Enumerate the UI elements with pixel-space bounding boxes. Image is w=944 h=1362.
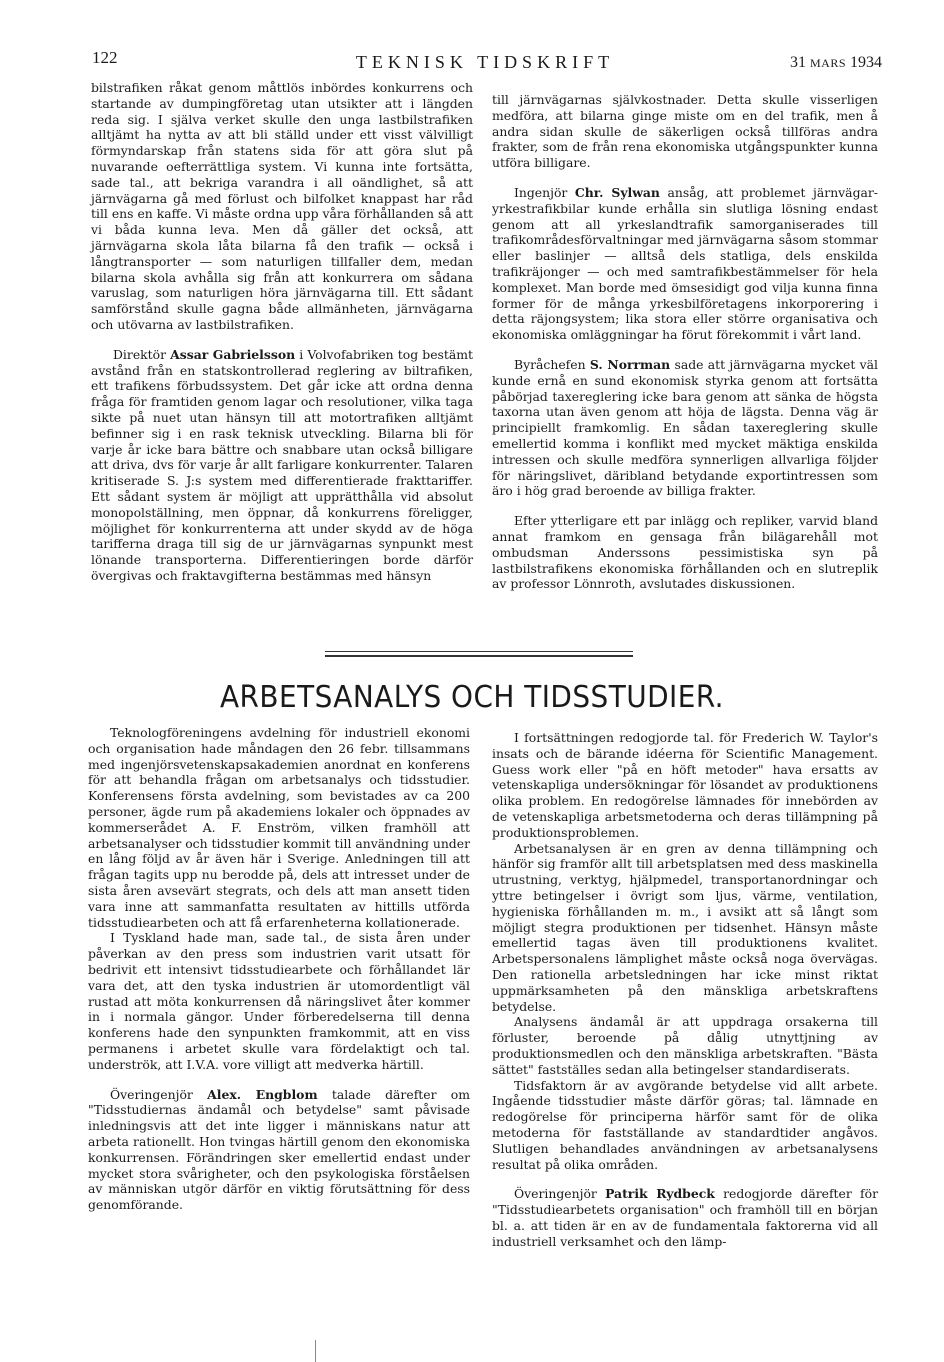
paragraph-lead: Direktör: [113, 346, 171, 362]
journal-title: TEKNISK TIDSKRIFT: [355, 52, 615, 72]
issue-date: [790, 54, 882, 72]
paragraph-body: talade därefter om "Tidsstudiernas ändamål och betydelse" samt påvisade inledningsvis att det inte ligger i människans natur att arbeta rationellt. Hon tvingas härtill genom den ekonomiska konkurrensen. Förändringen sker emellertid endast under mycket stora svårigheter, och den psykologiska förståelsen av människan utgör därför en viktig förutsättning för dess genomförande.: [88, 1086, 471, 1213]
paragraph-body: ansåg, att problemet järnvägar-yrkestrafikbilar kunde erhålla sin slutliga lösning endast genom att all yrkeslandtrafik samorganiserades till trafikområdesförvaltningar med järnvägarna såsom stommar eller baslinjer — alltså dels statliga, dels enskilda trafikräjonger — och med samtrafikbestämmelser för hela komplexet. Man borde med ömsesidigt god vilja kunna finna former för de många yrkesbilföretagens inkorporering i detta räjongsystem; lika stora eller större organisativa och ekonomiska omläggningar ha förut förekommit i vårt land.: [492, 184, 878, 343]
top-right-column: [492, 92, 878, 592]
issue-date-year: 1934: [850, 54, 882, 71]
paragraph: Teknologföreningens avdelning för industriell ekonomi och organisation hade måndagen den 26 febr. tillsammans med ingenjörsvetenskapsakademien anordnat en konferens för att behandla frågan om arbetsanalys och tidsstudier. Konferensens första avdelning, som bevistades av ca 200 personer, ägde rum på akademiens lokaler och öppnades av kommerserådet A. F. Enström, vilken framhöll att arbetsanalyser och tidsstudier kommit till användning under en lång följd av år även här i Sverige. Anledningen till att frågan tagits upp nu berodde på, dels att intresset under de sista åren avsevärt stegrats, och dels att man ansett tiden vara inne att sammanfatta resultaten av hittills utförda tidsstudiearbeten och att få erfarenheterna kollationerade.: [88, 725, 470, 930]
paragraph-lead: Överingenjör: [514, 1186, 606, 1202]
paragraph: I fortsättningen redogjorde tal. för Frederich W. Taylor's insats och de bärande idéerna för Scientific Management. Guess work eller "på en höft metoder" hava ersatts av vetenskapliga undersökningar för lösandet av produktionens olika problem. En redogörelse lämnades för innebörden av de vetenskapliga arbetsmetoderna och deras tillämpning på produktionsproblemen.: [492, 730, 878, 840]
paragraph: [492, 1186, 878, 1249]
paragraph-lead: Överingenjör: [110, 1086, 208, 1102]
paragraph: bilstrafiken råkat genom måttlös inbördes konkurrens och startande av dumpingföretag utan utsikter att i längden reda sig. I själva verket skulle den unga lastbilstrafiken alltjämt ha nytta av att bli ställd under ett visst välvilligt förmyndarskap från statens sida för att göra slut på nuvarande oefterrättliga system. Vi kunna inte fortsätta, sade tal., att bekriga varandra i all oändlighet, så att järnvägarna gå med förlust och bilfolket knappast har råd till ens en kaffe. Vi måste ordna upp våra förhållanden så att vi båda kunna leva. Men då gäller det också, att järnvägarna skola låta bilarna få den trafik — också i långtransporter — som naturligen tillfaller dem, medan bilarna skola avhålla sig från att konkurrera om sådana varuslag, som naturligen höra järnvägarna till. Ett sådant samförstånd skulle gagna både allmänheten, järnvägarna och utövarna av lastbilstrafiken.: [91, 80, 473, 332]
speaker-name: Alex. Engblom: [207, 1086, 318, 1102]
speaker-name: Patrik Rydbeck: [605, 1186, 715, 1202]
paragraph-lead: Ingenjör: [514, 184, 575, 200]
paragraph: Efter ytterligare ett par inlägg och repliker, varvid bland annat framkom en gensaga från bilägarehåll mot ombudsman Anderssons pessimistiska syn på lastbilstrafikens ekonomiska förhållanden och en slutreplik av professor Lönnroth, avslutades diskussionen.: [492, 513, 878, 592]
section-divider-bottom: [325, 655, 633, 657]
paragraph: [91, 347, 473, 584]
paragraph: [88, 1087, 470, 1213]
paragraph: [492, 357, 878, 499]
bottom-left-column: [88, 725, 470, 1213]
paragraph-body: sade att järnvägarna mycket väl kunde ernå en sund ekonomisk styrka genom att fortsätta påbörjad taxereglering icke bara genom att sänka de högsta taxorna utan även genom att höja de lägsta. Denna väg är principiellt framkomlig. En sådan taxereglering skulle emellertid komma i konflikt med mycket mäktiga enskilda intressen och skulle medföra synnerligen allvarliga följder för näringslivet, däribland betydande exportintressen som äro i hög grad beroende av billiga frakter.: [492, 356, 878, 499]
speaker-name: S. Norrman: [589, 356, 671, 372]
article-title: ARBETSANALYS OCH TIDSSTUDIER.: [219, 680, 725, 715]
page-number: 122: [92, 48, 118, 67]
issue-date-day: 31: [789, 54, 806, 71]
paragraph: Arbetsanalysen är en gren av denna tillämpning och hänför sig framför allt till arbetsplatsen med dess maskinella utrustning, verktyg, hjälpmedel, transportanordningar och yttre betingelser i övrigt som ljus, värme, ventilation, hygieniska förhållanden m. m., i avsikt att så långt som möjligt stegra produktionen per tidsenhet. Hänsyn måste emellertid tagas även till produktionens kvalitet. Arbetspersonalens lämplighet måste också noga övervägas. Den rationella arbetsledningen har icke minst riktat uppmärksamheten på den mänskliga arbetskraftens betydelse.: [492, 840, 878, 1014]
section-divider-top: [325, 651, 633, 652]
top-left-column: [91, 80, 473, 584]
speaker-name: Assar Gabrielsson: [170, 346, 296, 362]
speaker-name: Chr. Sylwan: [574, 184, 660, 200]
bottom-right-column: [492, 730, 878, 1250]
paragraph: Analysens ändamål är att uppdraga orsakerna till förluster, beroende på dålig utnyttjning av produktionsmedlen och den mänskliga arbetskraften. "Bästa sättet" fastställes sedan alla betingelser standardiserats.: [492, 1014, 878, 1077]
page-header: [88, 48, 882, 76]
paragraph: [492, 185, 878, 343]
paragraph-lead: Byråchefen: [514, 356, 590, 372]
paragraph: Tidsfaktorn är av avgörande betydelse vid allt arbete. Ingående tidsstudier måste därför göras; tal. lämnade en redogörelse för principerna härför samt för de olika metoderna för fastställande av standardtider angåvos. Slutligen behandlades användningen av arbetsanalysens resultat på olika områden.: [492, 1077, 878, 1172]
paragraph: till järnvägarnas självkostnader. Detta skulle visserligen medföra, att bilarna ginge miste om en del trafik, men å andra sidan skulle de säkerligen också tillföras andra frakter, som de från rena ekonomiska utgångspunkter kunna utföra billigare.: [492, 92, 878, 171]
paragraph-body: redogjorde därefter för "Tidsstudiearbetets organisation" och framhöll till en början bl. a. att tiden är en av de fundamentala faktorerna vid all industriell verksamhet och den lämp-: [492, 1186, 878, 1249]
paragraph-body: i Volvofabriken tog bestämt avstånd från en statskontrollerad reglering av biltrafiken, ett trafikens förbudssystem. Det går icke att ordna denna fråga för framtiden genom lagar och resolutioner, vilka taga sikte på nuet utan hänsyn till att motortrafiken alltjämt befinner sig i en rask teknisk utveckling. Bilarna bli för varje år icke bara bättre och snabbare utan också billigare att driva, dvs för varje år allt farligare konkurrenter. Talaren kritiserade S. J:s system med differentierade frakttariffer. Ett sådant system är möjligt att upprätthålla vid absolut monopolställning, men öppnar, då konkurrens föreligger, möjlighet för konkurrenterna att under skydd av de höga tarifferna draga till sig de ur järnvägarnas synpunkt mest lönande transporterna. Differentieringen borde därför övergivas och fraktavgifterna bestämmas med hänsyn: [91, 346, 473, 583]
scan-artifact-line: [315, 1340, 316, 1362]
paragraph: I Tyskland hade man, sade tal., de sista åren under påverkan av den press som industrien varit utsatt för bedrivit ett intensivt tidsstudiearbete och förhållandet lär vara det, att den tyska industrien är utomordentligt väl rustad att möta konkurrensen då näringslivet åter kommer in i normala gängor. Under förberedelserna till denna konferens hade den synpunkten framkommit, att en viss permanens i arbetet skulle vara fördelaktigt och tal. underströk, att I.V.A. vore villigt att medverka härtill.: [88, 930, 470, 1072]
issue-date-month: MARS: [809, 56, 846, 70]
